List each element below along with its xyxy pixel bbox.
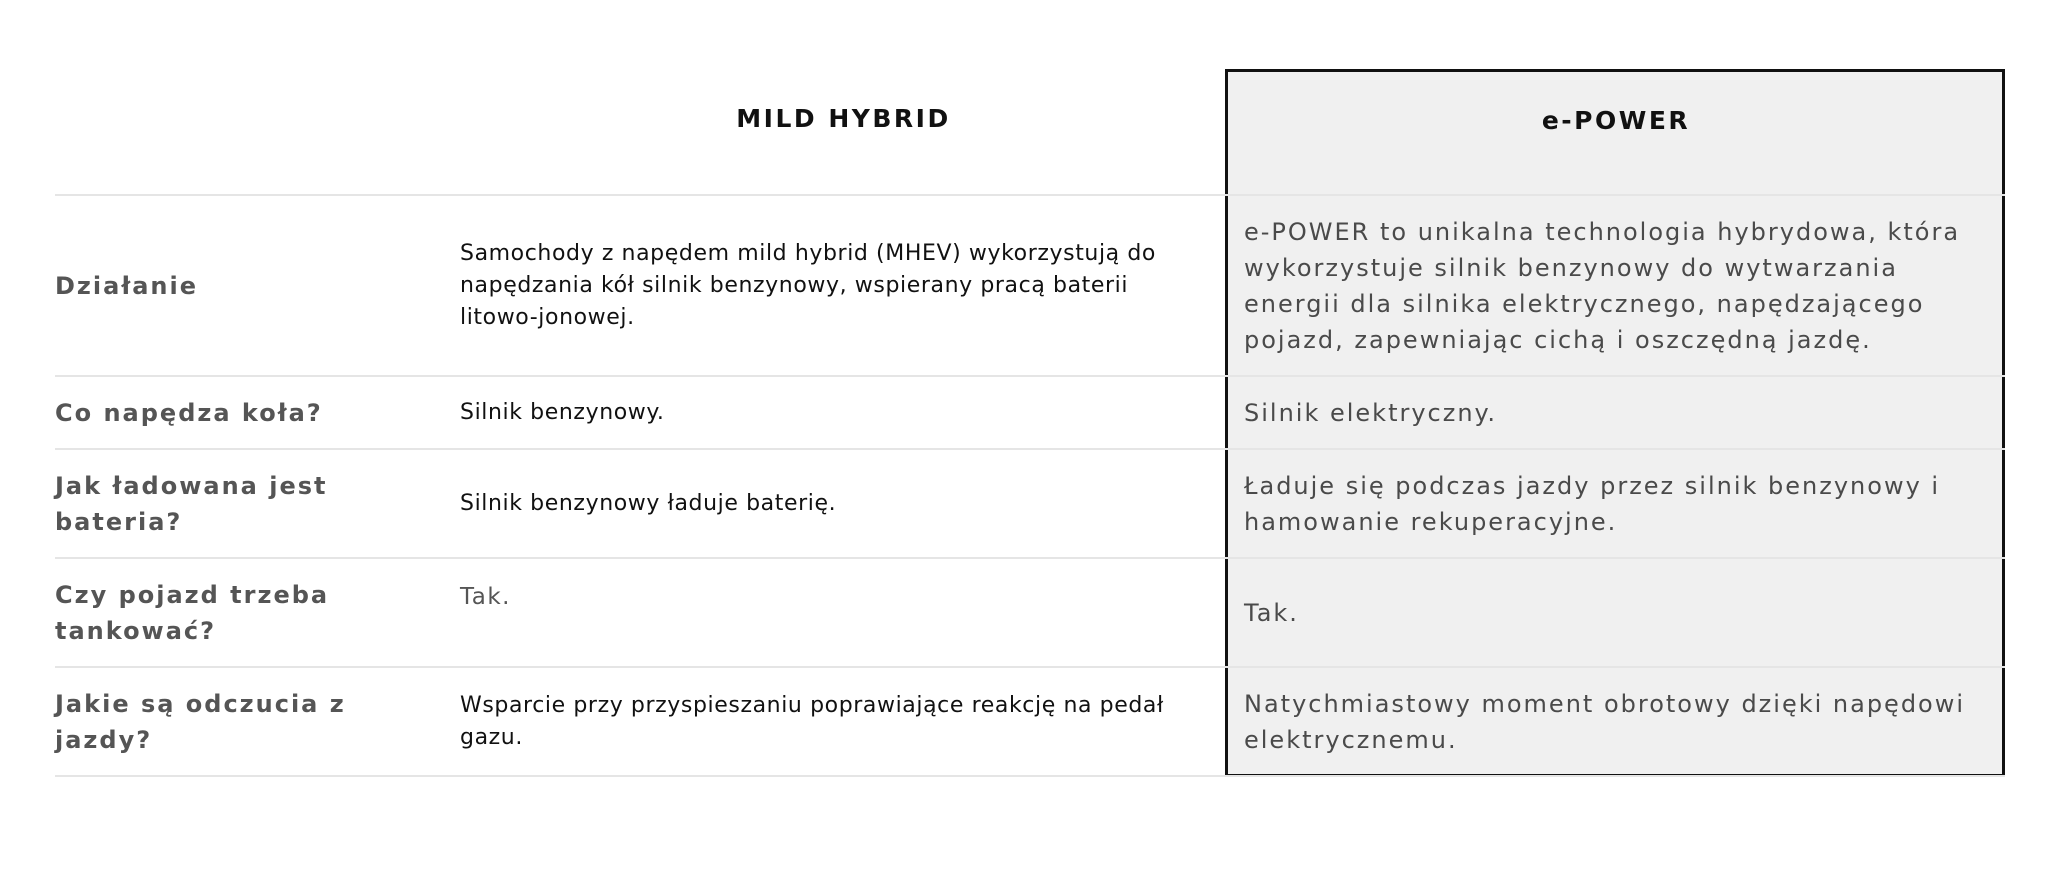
header-epower: e-POWER — [1541, 106, 1691, 135]
row-label: Działanie — [55, 271, 199, 300]
table-row — [55, 450, 2005, 559]
row-label: Co napędza koła? — [55, 398, 323, 427]
mild-hybrid-value: Silnik benzynowy. — [460, 399, 665, 425]
table-row — [55, 377, 2005, 450]
epower-value: Natychmiastowy moment obrotowy dzięki napędowi elektrycznemu. — [1244, 689, 1966, 754]
mild-hybrid-value: Silnik benzynowy ładuje baterię. — [460, 490, 837, 516]
table-row — [55, 559, 2005, 668]
epower-value: Tak. — [1244, 598, 1299, 627]
row-label: Jakie są odczucia z jazdy? — [55, 689, 346, 754]
mild-hybrid-value: Samochody z napędem mild hybrid (MHEV) wykorzystują do napędzania kół silnik benzynowy, wspierany pracą baterii litowo-jonowej. — [460, 240, 1156, 330]
table-header-row — [55, 69, 2005, 196]
mild-hybrid-value: Tak. — [460, 584, 511, 610]
header-mild-hybrid: MILD HYBRID — [736, 104, 951, 133]
epower-value: Ładuje się podczas jazdy przez silnik benzynowy i hamowanie rekuperacyjne. — [1244, 471, 1941, 536]
epower-value: Silnik elektryczny. — [1244, 398, 1497, 427]
row-label: Czy pojazd trzeba tankować? — [55, 580, 330, 645]
epower-value: e-POWER to unikalna technologia hybrydowa, która wykorzystuje silnik benzynowy do wytwarzania energii dla silnika elektrycznego, napędzającego pojazd, zapewniając cichą i oszczędną jazdę. — [1244, 217, 1961, 354]
mild-hybrid-value: Wsparcie przy przyspieszaniu poprawiające reakcję na pedał gazu. — [460, 692, 1164, 750]
table-row — [55, 196, 2005, 377]
comparison-table — [55, 69, 2005, 777]
header-empty-cell — [55, 69, 460, 194]
row-label: Jak ładowana jest bateria? — [55, 471, 328, 536]
table-row — [55, 668, 2005, 777]
